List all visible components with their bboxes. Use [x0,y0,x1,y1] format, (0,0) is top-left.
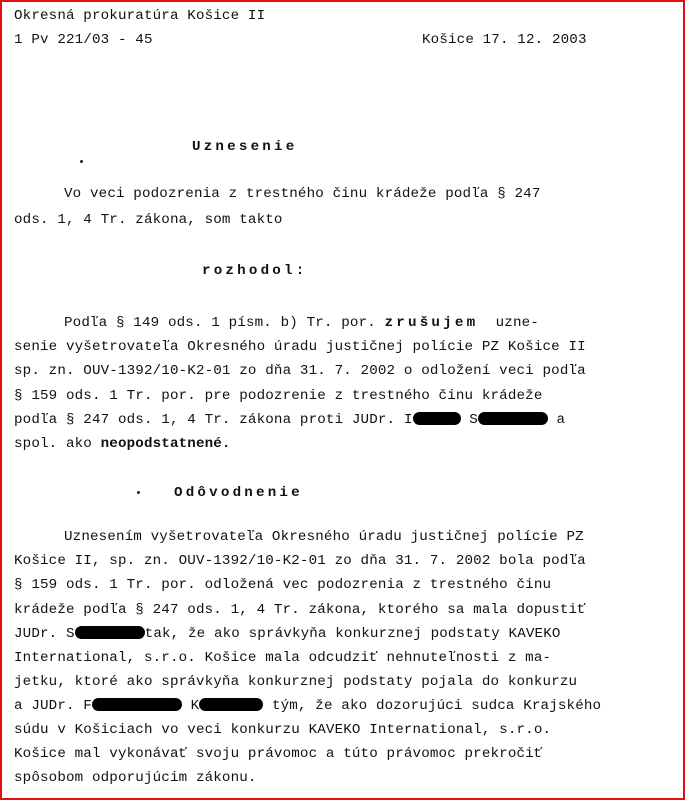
scan-speck [80,160,83,163]
intro-line-2: ods. 1, 4 Tr. zákona, som takto [14,212,283,228]
reasoning-heading: Odôvodnenie [174,485,303,501]
reasoning-line-2: Košice II, sp. zn. OUV-1392/10-K2-01 zo dňa 31. 7. 2002 bola podľa [14,553,586,569]
decision-heading: rozhodol: [202,263,308,279]
office-name: Okresná prokuratúra Košice II [14,8,266,24]
reasoning-line-4: krádeže podľa § 247 ods. 1, 4 Tr. zákona, ktorého sa mala dopustiť [14,602,586,618]
decision-line-5: podľa § 247 ods. 1, 4 Tr. zákona proti JUDr. I S a [14,412,566,428]
redaction-mark [92,698,182,711]
intro-line-1: Vo veci podozrenia z trestného činu krádeže podľa § 247 [64,186,541,202]
reasoning-line-9: súdu v Košiciach vo veci konkurzu KAVEKO International, s.r.o. [14,722,552,738]
place-date: Košice 17. 12. 2003 [422,32,587,48]
decision-line-2: senie vyšetrovateľa Okresného úradu justičnej polície PZ Košice II [14,339,586,355]
redaction-mark [75,626,145,639]
reasoning-line-1: Uznesením vyšetrovateľa Okresného úradu justičnej polície PZ [64,529,584,545]
reasoning-line-7: jetku, ktoré ako správkyňa konkurznej podstaty pojala do konkurzu [14,674,578,690]
redaction-mark [199,698,263,711]
reasoning-line-11: spôsobom odporujúcim zákonu. [14,770,257,786]
case-number: 1 Pv 221/03 - 45 [14,32,153,48]
decision-line-6: spol. ako neopodstatnené. [14,436,231,452]
reasoning-line-3: § 159 ods. 1 Tr. por. odložená vec podozrenia z trestného činu [14,577,552,593]
reasoning-line-6: International, s.r.o. Košice mala odcudziť nehnuteľnosti z ma- [14,650,552,666]
redaction-mark [478,412,548,425]
decision-line-4: § 159 ods. 1 Tr. por. pre podozrenie z trestného činu krádeže [14,388,543,404]
redaction-mark [413,412,461,425]
decision-line-1: Podľa § 149 ods. 1 písm. b) Tr. por. zrušujem uzne- [64,315,539,331]
reasoning-line-8: a JUDr. F K tým, že ako dozorujúci sudca Krajského [14,698,602,714]
reasoning-line-10: Košice mal vykonávať svoju právomoc a túto právomoc prekročiť [14,746,543,762]
scan-speck [137,491,140,494]
reasoning-line-5: JUDr. S tak, že ako správkyňa konkurznej podstaty KAVEKO [14,626,561,642]
document-title: Uznesenie [192,139,298,155]
decision-line-3: sp. zn. OUV-1392/10-K2-01 zo dňa 31. 7. 2002 o odložení veci podľa [14,363,586,379]
